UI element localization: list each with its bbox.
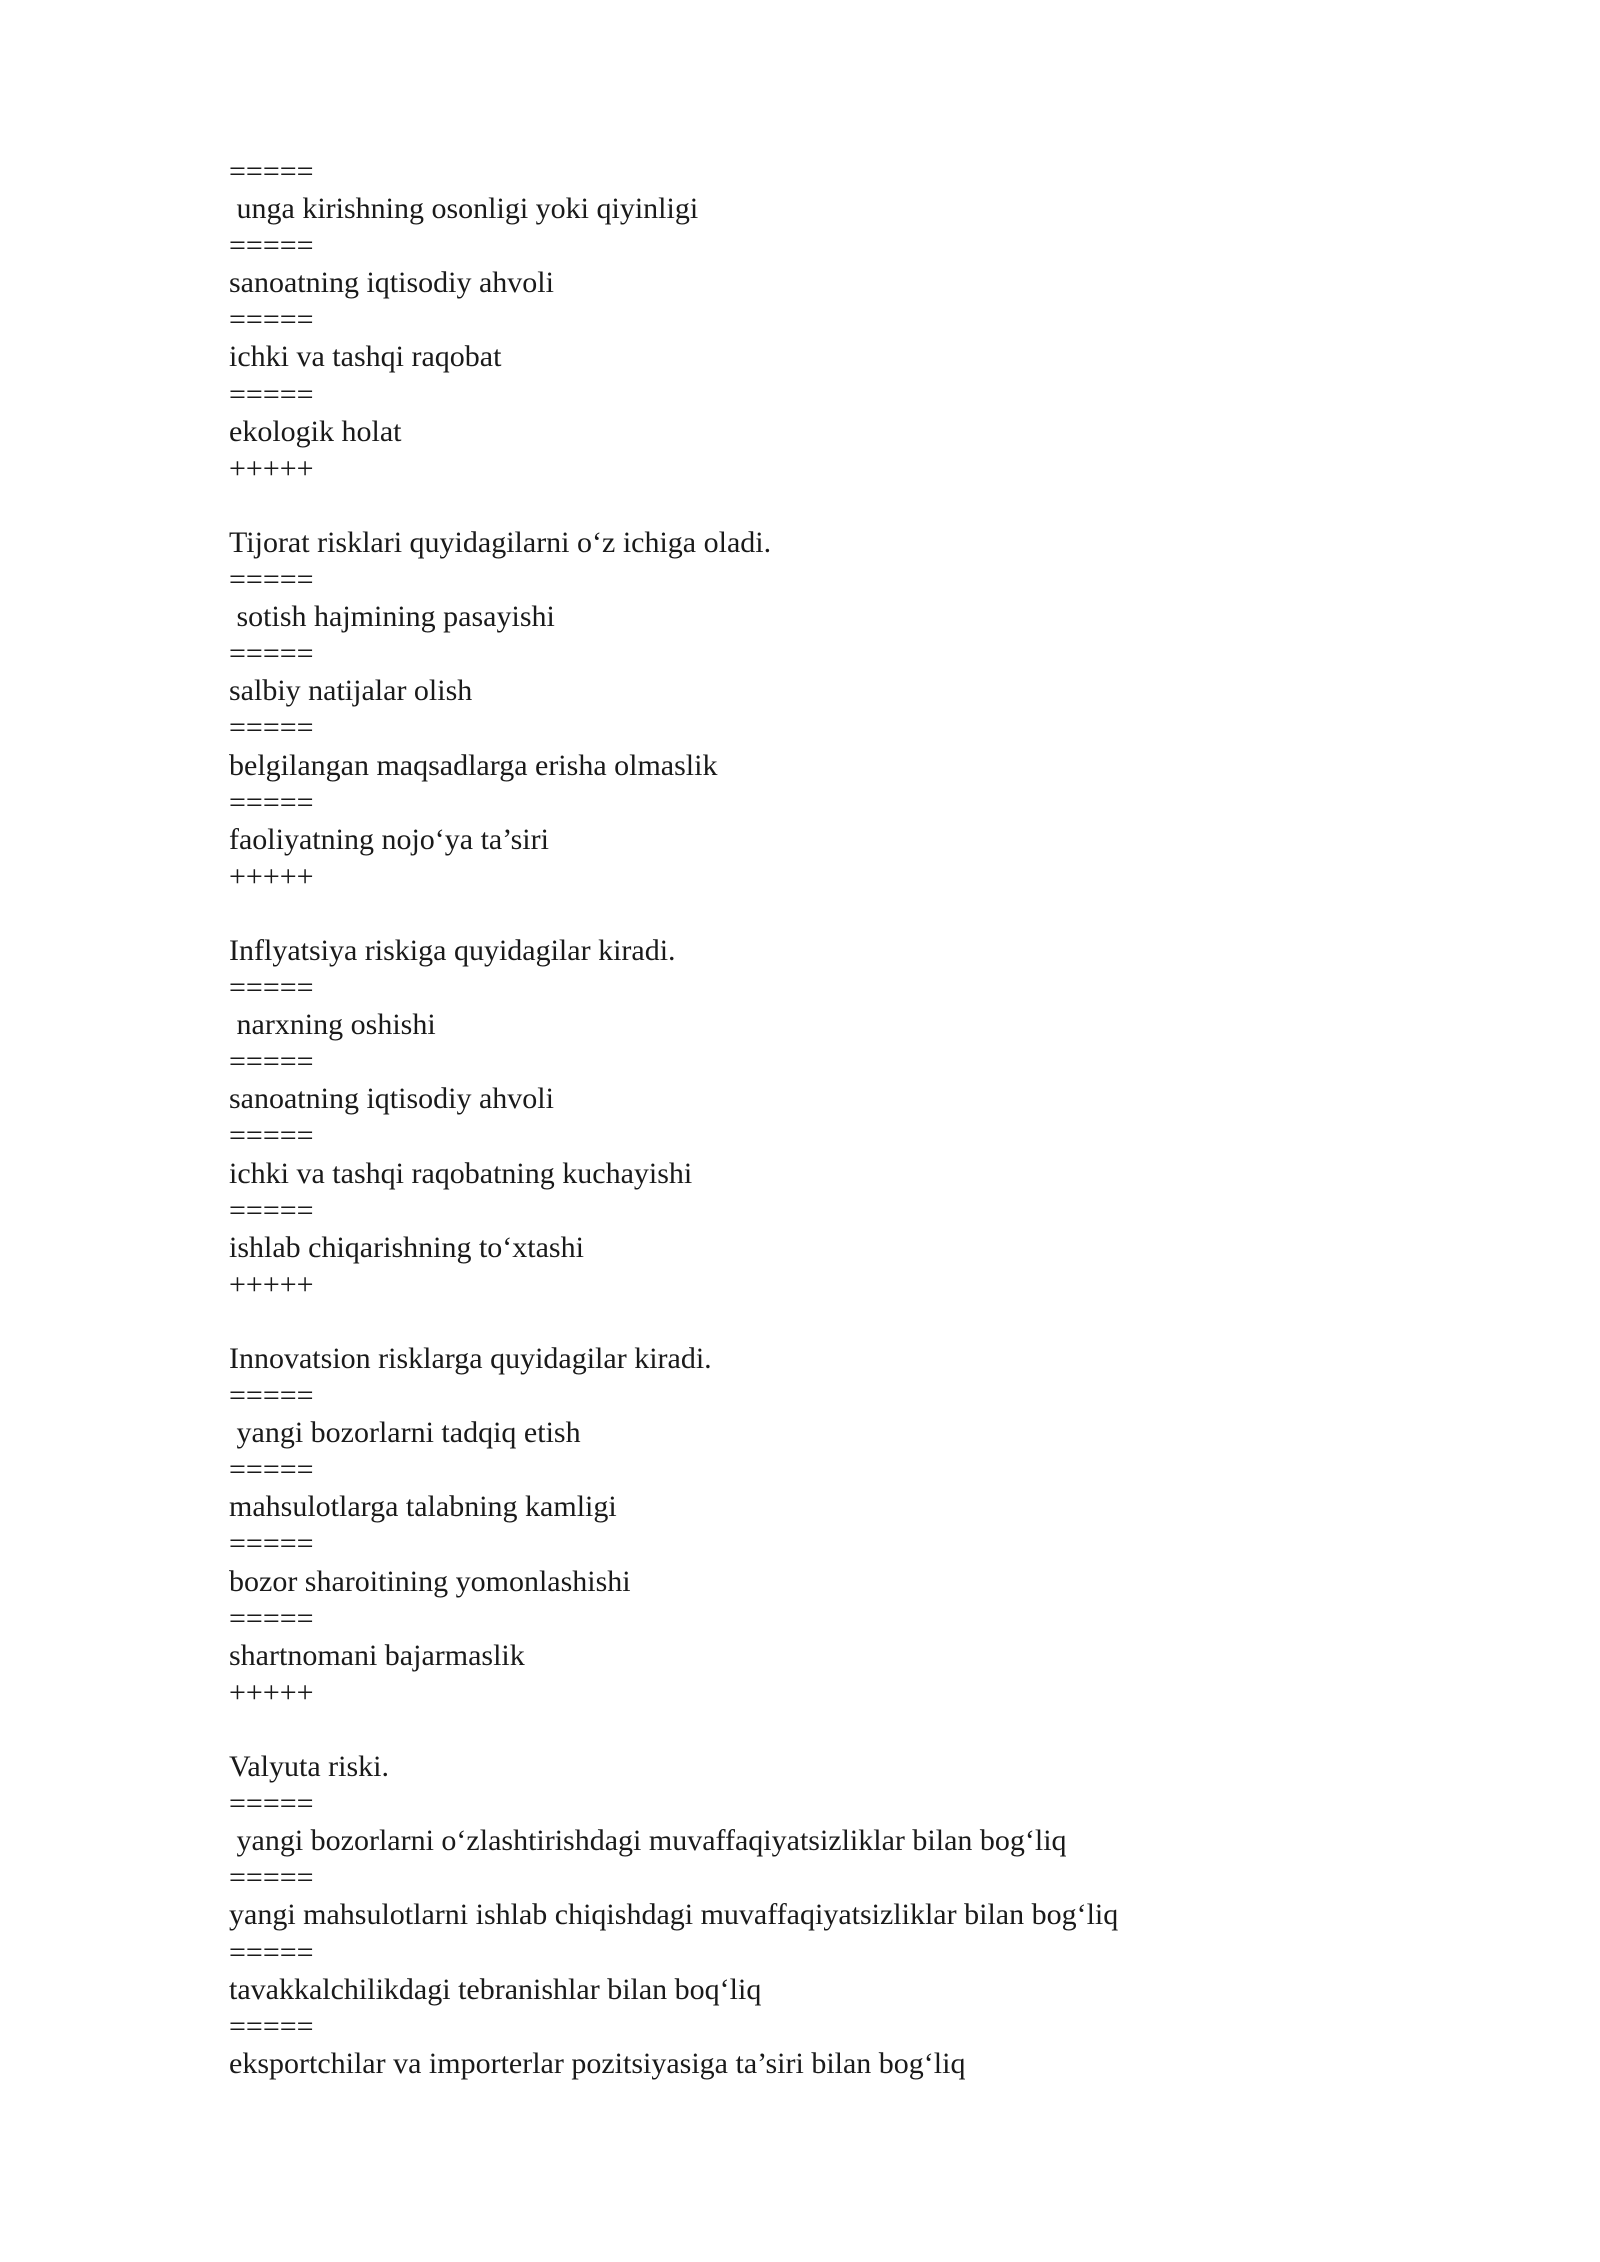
text-line: =====: [229, 1045, 314, 1079]
text-line: +++++: [229, 1267, 314, 1301]
text-line: sanoatning iqtisodiy ahvoli: [229, 1082, 554, 1116]
blank-line: [229, 895, 1429, 932]
text-line: =====: [229, 785, 314, 819]
text-line: =====: [229, 1787, 314, 1821]
text-line: salbiy natijalar olish: [229, 674, 473, 708]
text-line: +++++: [229, 451, 314, 485]
text-line: narxning oshishi: [229, 1008, 436, 1042]
document-body: [229, 153, 1429, 2082]
text-line: =====: [229, 2009, 314, 2043]
text-line: tavakkalchilikdagi tebranishlar bilan boq‘liq: [229, 1972, 762, 2006]
text-line: sanoatning iqtisodiy ahvoli: [229, 266, 554, 300]
question-line: Inflyatsiya riskiga quyidagilar kiradi.: [229, 933, 676, 967]
text-line: =====: [229, 1453, 314, 1487]
text-line: =====: [229, 1379, 314, 1413]
text-line: =====: [229, 155, 314, 188]
text-line: shartnomani bajarmaslik: [229, 1638, 525, 1672]
text-line: =====: [229, 711, 314, 745]
text-line: =====: [229, 971, 314, 1005]
text-line: =====: [229, 1601, 314, 1635]
text-line: =====: [229, 1935, 314, 1969]
text-line: =====: [229, 1527, 314, 1561]
text-line: eksportchilar va importerlar pozitsiyasiga ta’siri bilan bog‘liq: [229, 2046, 966, 2080]
text-line: yangi bozorlarni o‘zlashtirishdagi muvaffaqiyatsizliklar bilan bog‘liq: [229, 1824, 1067, 1858]
text-line: belgilangan maqsadlarga erisha olmaslik: [229, 748, 718, 782]
question-line: Valyuta riski.: [229, 1750, 389, 1784]
blank-line: [229, 487, 1429, 524]
text-line: yangi bozorlarni tadqiq etish: [229, 1416, 581, 1450]
text-line: ekologik holat: [229, 414, 402, 448]
text-line: =====: [229, 563, 314, 597]
text-line: mahsulotlarga talabning kamligi: [229, 1490, 617, 1524]
text-line: +++++: [229, 859, 314, 893]
text-line: =====: [229, 1119, 314, 1153]
text-line: =====: [229, 303, 314, 337]
blank-line: [229, 1711, 1429, 1748]
text-line: unga kirishning osonligi yoki qiyinligi: [229, 192, 699, 226]
question-line: Innovatsion risklarga quyidagilar kiradi.: [229, 1342, 712, 1375]
text-line: bozor sharoitining yomonlashishi: [229, 1564, 631, 1598]
text-line: ichki va tashqi raqobatning kuchayishi: [229, 1156, 693, 1190]
question-line: Tijorat risklari quyidagilarni o‘z ichiga oladi.: [229, 525, 772, 559]
text-line: ishlab chiqarishning to‘xtashi: [229, 1230, 584, 1264]
text-line: =====: [229, 377, 314, 411]
text-line: sotish hajmining pasayishi: [229, 600, 555, 634]
text-line: ichki va tashqi raqobat: [229, 340, 502, 374]
blank-line: [229, 1303, 1429, 1340]
text-line: =====: [229, 229, 314, 263]
text-line: =====: [229, 637, 314, 671]
text-line: faoliyatning nojo‘ya ta’siri: [229, 822, 549, 856]
text-line: +++++: [229, 1675, 314, 1709]
text-line: =====: [229, 1861, 314, 1895]
text-line: =====: [229, 1193, 314, 1227]
text-line: yangi mahsulotlarni ishlab chiqishdagi muvaffaqiyatsizliklar bilan bog‘liq: [229, 1898, 1119, 1932]
